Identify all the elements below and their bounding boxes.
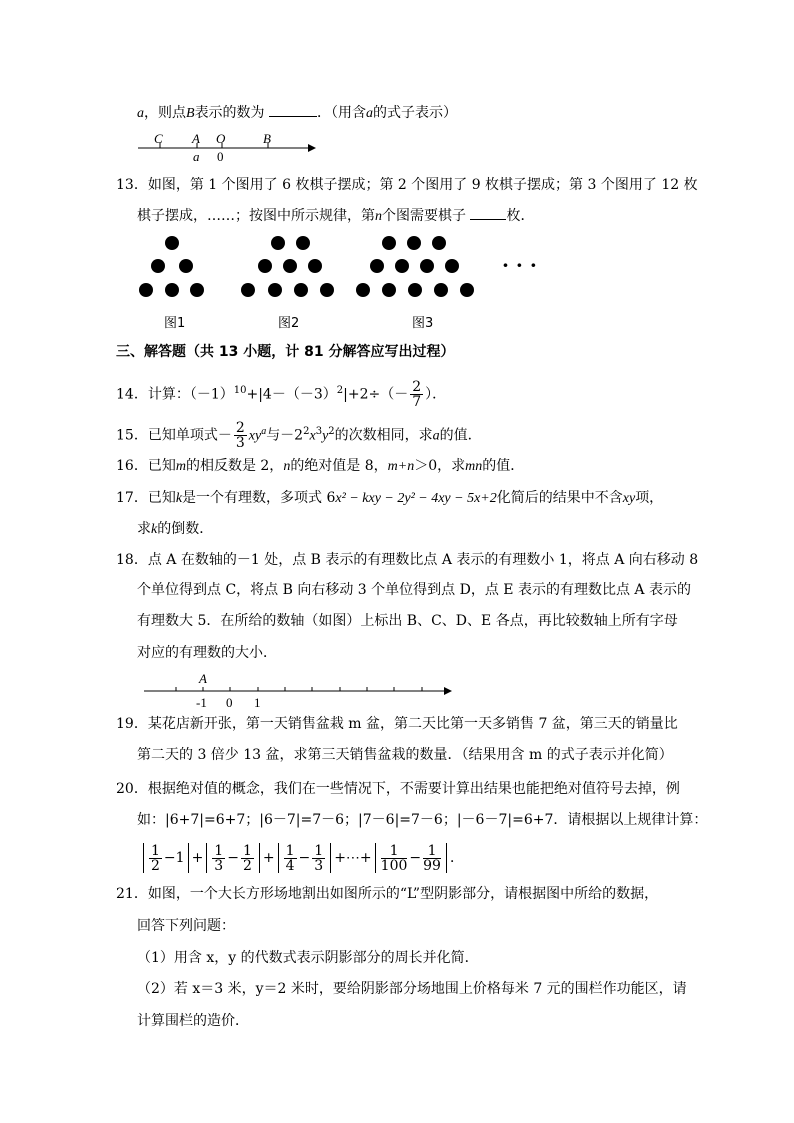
q18-line-3: 有理数大 5．在所给的数轴（如图）上标出 B、C、D、E 各点，再比较数轴上所有字母 <box>137 613 678 629</box>
q17-number: 17． <box>116 490 148 506</box>
var-m: m <box>175 459 186 474</box>
denominator: 3 <box>214 857 224 874</box>
q21-line-3: （1）用含 x，y 的代数式表示阴影部分的周长并化简． <box>137 950 479 966</box>
numerator: 1 <box>314 842 324 859</box>
chess-piece <box>283 259 297 273</box>
var-n: n <box>283 459 291 474</box>
q15-text-3: 的次数相同，求 <box>334 427 433 444</box>
abs-bar <box>330 843 331 873</box>
abs-bar <box>143 843 144 873</box>
figure-caption-2: 图2 <box>278 316 300 331</box>
numerator: 1 <box>151 842 160 859</box>
figure-caption-1: 图1 <box>164 316 186 331</box>
answer-blank[interactable] <box>269 102 317 117</box>
q13-text-2c: 枚． <box>506 208 535 224</box>
denominator: 2 <box>242 857 252 874</box>
q21-number: 21． <box>116 886 148 902</box>
numerator: 1 <box>214 842 224 859</box>
chess-piece <box>395 259 409 273</box>
axis-label-a: A <box>199 671 207 686</box>
chess-piece <box>382 283 396 297</box>
q17-text-1: 已知 <box>147 490 176 506</box>
q14 <box>116 377 446 409</box>
fraction <box>212 844 225 873</box>
q20-number: 20． <box>116 781 148 797</box>
var-a: a <box>432 428 440 444</box>
figure-caption-3: 图3 <box>412 316 434 331</box>
numerator: 1 <box>381 844 408 859</box>
abs-bar <box>375 843 376 873</box>
var-mn: mn <box>465 459 483 474</box>
answer-blank[interactable] <box>470 205 506 220</box>
q17-text-6: 的倒数． <box>157 521 214 537</box>
var-a: a <box>137 106 144 121</box>
chess-piece <box>356 283 370 297</box>
condition: m+n <box>387 459 415 474</box>
abs-bar <box>188 843 189 873</box>
var-xy: xy <box>622 491 636 506</box>
abs-bar <box>446 843 447 873</box>
q16-text-5: 的值． <box>482 458 525 474</box>
abs-bar <box>278 843 279 873</box>
q20-expression: $\frac{1}{2}$ −1 + $\frac{1}{3}$ − $\frac{1}{2}$ + $\frac{1}{4}$ − $\frac{1}{3}$ +⋯+ $\frac{1}{100}$ − $\frac{1}{99}$ ． <box>140 840 464 876</box>
chess-piece <box>432 236 446 250</box>
fraction <box>149 844 162 873</box>
fraction <box>381 844 408 873</box>
q17-text-2: 是一个有理数，多项式 6 <box>182 490 336 506</box>
axis-tick-minus-one: -1 <box>196 695 207 710</box>
q12-text-1: ，则点 <box>144 105 186 121</box>
monomial: y <box>322 428 329 444</box>
q12-line <box>137 102 457 124</box>
axis-label-c: C <box>154 131 163 146</box>
chess-piece <box>445 259 459 273</box>
polynomial: x² − kxy − 2y² − 4xy − 5x+2 <box>335 491 497 506</box>
section-heading: 三、解答题（共 13 小题，计 81 分解答应写出过程） <box>116 344 455 360</box>
q14-text-1: 计算：（－1） <box>147 386 234 403</box>
q16-text-4: ＞0，求 <box>414 458 466 474</box>
numerator: 1 <box>285 842 295 859</box>
exponent: 10 <box>233 385 247 396</box>
chess-piece <box>420 259 434 273</box>
denominator: 7 <box>412 394 422 411</box>
minus-one: −1 <box>163 850 185 866</box>
q20-line-1 <box>116 779 680 799</box>
axis-value-zero: 0 <box>217 149 224 164</box>
exponent: 3 <box>315 426 323 437</box>
q20-line-2: 如：|6+7|=6+7；|6－7|=7－6；|7－6|=7－6；|－6－7|=6+7．请根据以上规律计算： <box>137 812 708 828</box>
axis-label-o: O <box>216 131 226 146</box>
numerator: 2 <box>412 379 422 396</box>
chess-piece <box>320 283 334 297</box>
fraction <box>410 380 423 409</box>
q16 <box>116 456 524 477</box>
q13-text-2b: 个图需要棋子 <box>382 208 466 224</box>
chess-piece <box>165 236 179 250</box>
monomial: xy <box>248 428 262 444</box>
chess-piece <box>408 283 422 297</box>
q21-line-5: 计算围栏的造价． <box>137 1013 249 1029</box>
q14-number: 14． <box>116 386 148 403</box>
denominator: 3 <box>314 857 324 874</box>
denominator: 99 <box>423 857 441 874</box>
chess-piece <box>382 236 396 250</box>
q13-text-2a: 棋子摆成，……；按图中所示规律，第 <box>137 208 375 224</box>
exponent: 2 <box>336 385 344 396</box>
chess-piece <box>258 259 272 273</box>
axis-value-a: a <box>193 149 200 164</box>
q16-text-3: 的绝对值是 8， <box>290 458 388 474</box>
q15-text-2: 与－2 <box>266 427 304 444</box>
q16-text-1: 已知 <box>147 458 176 474</box>
q14-text-3: |+2÷（－ <box>343 386 409 403</box>
q12-text-4: 的式子表示） <box>373 105 458 121</box>
q14-text-2: +|4－（－3） <box>246 386 337 403</box>
q19-line-1 <box>116 714 678 734</box>
q13-line-2 <box>137 205 534 227</box>
chess-piece <box>271 236 285 250</box>
axis-label-b: B <box>263 131 271 146</box>
q12-number-line <box>136 128 321 168</box>
chess-piece <box>296 236 310 250</box>
chess-piece <box>241 283 255 297</box>
q20-text-1: 根据绝对值的概念，我们在一些情况下，不需要计算出结果也能把绝对值符号去掉，例 <box>147 781 680 797</box>
fraction <box>284 844 297 873</box>
var-k: k <box>175 491 183 506</box>
q18-number-line <box>140 668 460 710</box>
q18-line-2: 个单位得到点 C，将点 B 向右移动 3 个单位得到点 D，点 E 表示的有理数比点 A 表示的 <box>137 582 691 598</box>
axis-tick-zero: 0 <box>226 695 233 710</box>
q21-line-2: 回答下列问题： <box>137 918 235 934</box>
q18-text-1: 点 A 在数轴的－1 处，点 B 表示的有理数比点 A 表示的有理数小 1，将点 A 向右移动 8 <box>147 552 699 568</box>
chess-piece <box>179 259 193 273</box>
fraction <box>312 844 325 873</box>
numerator: 1 <box>242 842 252 859</box>
numerator: 2 <box>235 420 245 437</box>
q19-number: 19． <box>116 716 148 732</box>
q15-number: 15． <box>116 427 148 444</box>
q12-text-2: 表示的数为 <box>194 105 265 121</box>
q14-text-4: ）． <box>425 386 447 403</box>
chess-piece <box>165 283 179 297</box>
q15-text-1: 已知单项式－ <box>147 427 232 444</box>
abs-bar <box>259 843 260 873</box>
q19-line-2: 第二天的 3 倍少 13 盆，求第三天销售盆栽的数量．（结果用含 m 的式子表示并化简） <box>137 747 673 763</box>
figure-ellipsis: · · · <box>502 253 537 277</box>
chess-piece <box>139 283 153 297</box>
q15 <box>116 418 482 451</box>
fraction <box>241 844 254 873</box>
axis-tick-one: 1 <box>254 695 261 710</box>
q13-text-1: 如图，第 1 个图用了 6 枚棋子摆成；第 2 个图用了 9 枚棋子摆成；第 3 个图用了 12 枚 <box>147 177 698 193</box>
q21-line-1 <box>116 884 658 904</box>
var-k: k <box>151 522 158 537</box>
q16-text-2: 的相反数是 2， <box>185 458 284 474</box>
chess-piece <box>268 283 282 297</box>
axis-label-a: A <box>192 131 200 146</box>
monomial: x <box>309 428 316 444</box>
chess-piece <box>308 259 322 273</box>
q21-line-4: （2）若 x＝3 米，y＝2 米时，要给阴影部分场地围上价格每米 7 元的围栏作功能区，请 <box>137 981 687 997</box>
fraction <box>234 421 247 450</box>
chess-piece <box>370 259 384 273</box>
denominator: 3 <box>235 435 245 452</box>
ellipsis: +⋯+ <box>334 850 372 866</box>
q21-text-1: 如图，一个大长方形场地割出如图所示的“L”型阴影部分，请根据图中所给的数据， <box>147 886 659 902</box>
fraction <box>423 844 441 873</box>
q17-line-2 <box>137 519 213 540</box>
q19-text-1: 某花店新开张，第一天销售盆栽 m 盆，第二天比第一天多销售 7 盆，第三天的销量比 <box>147 716 678 732</box>
chess-piece <box>151 259 165 273</box>
var-n: n <box>375 209 382 224</box>
var-b: B <box>186 106 195 121</box>
q17-text-5: 求 <box>137 521 151 537</box>
chess-piece <box>434 283 448 297</box>
q18-number: 18． <box>116 552 148 568</box>
var-a-2: a <box>366 106 374 121</box>
q15-text-4: 的值． <box>439 427 482 444</box>
period: ． <box>449 850 464 866</box>
chess-piece <box>294 283 308 297</box>
chess-piece <box>407 236 421 250</box>
denominator: 2 <box>151 857 160 874</box>
q12-text-3: ．（用含 <box>317 105 367 121</box>
q18-line-1 <box>116 550 698 570</box>
q17-text-4: 项， <box>635 490 664 506</box>
chess-piece <box>190 283 204 297</box>
exponent: 2 <box>328 426 335 437</box>
q18-line-4: 对应的有理数的大小． <box>137 645 277 661</box>
q17-line-1 <box>116 488 663 509</box>
q13-number: 13． <box>116 177 148 193</box>
numerator: 1 <box>423 844 441 859</box>
q16-number: 16． <box>116 458 148 474</box>
q17-text-3: 化简后的结果中不含 <box>496 490 623 506</box>
abs-bar <box>206 843 207 873</box>
exponent: a <box>261 426 267 437</box>
chess-piece <box>460 283 474 297</box>
q13-line-1 <box>116 175 698 195</box>
denominator: 4 <box>285 857 295 874</box>
denominator: 100 <box>380 857 408 874</box>
exponent: 2 <box>303 426 310 437</box>
